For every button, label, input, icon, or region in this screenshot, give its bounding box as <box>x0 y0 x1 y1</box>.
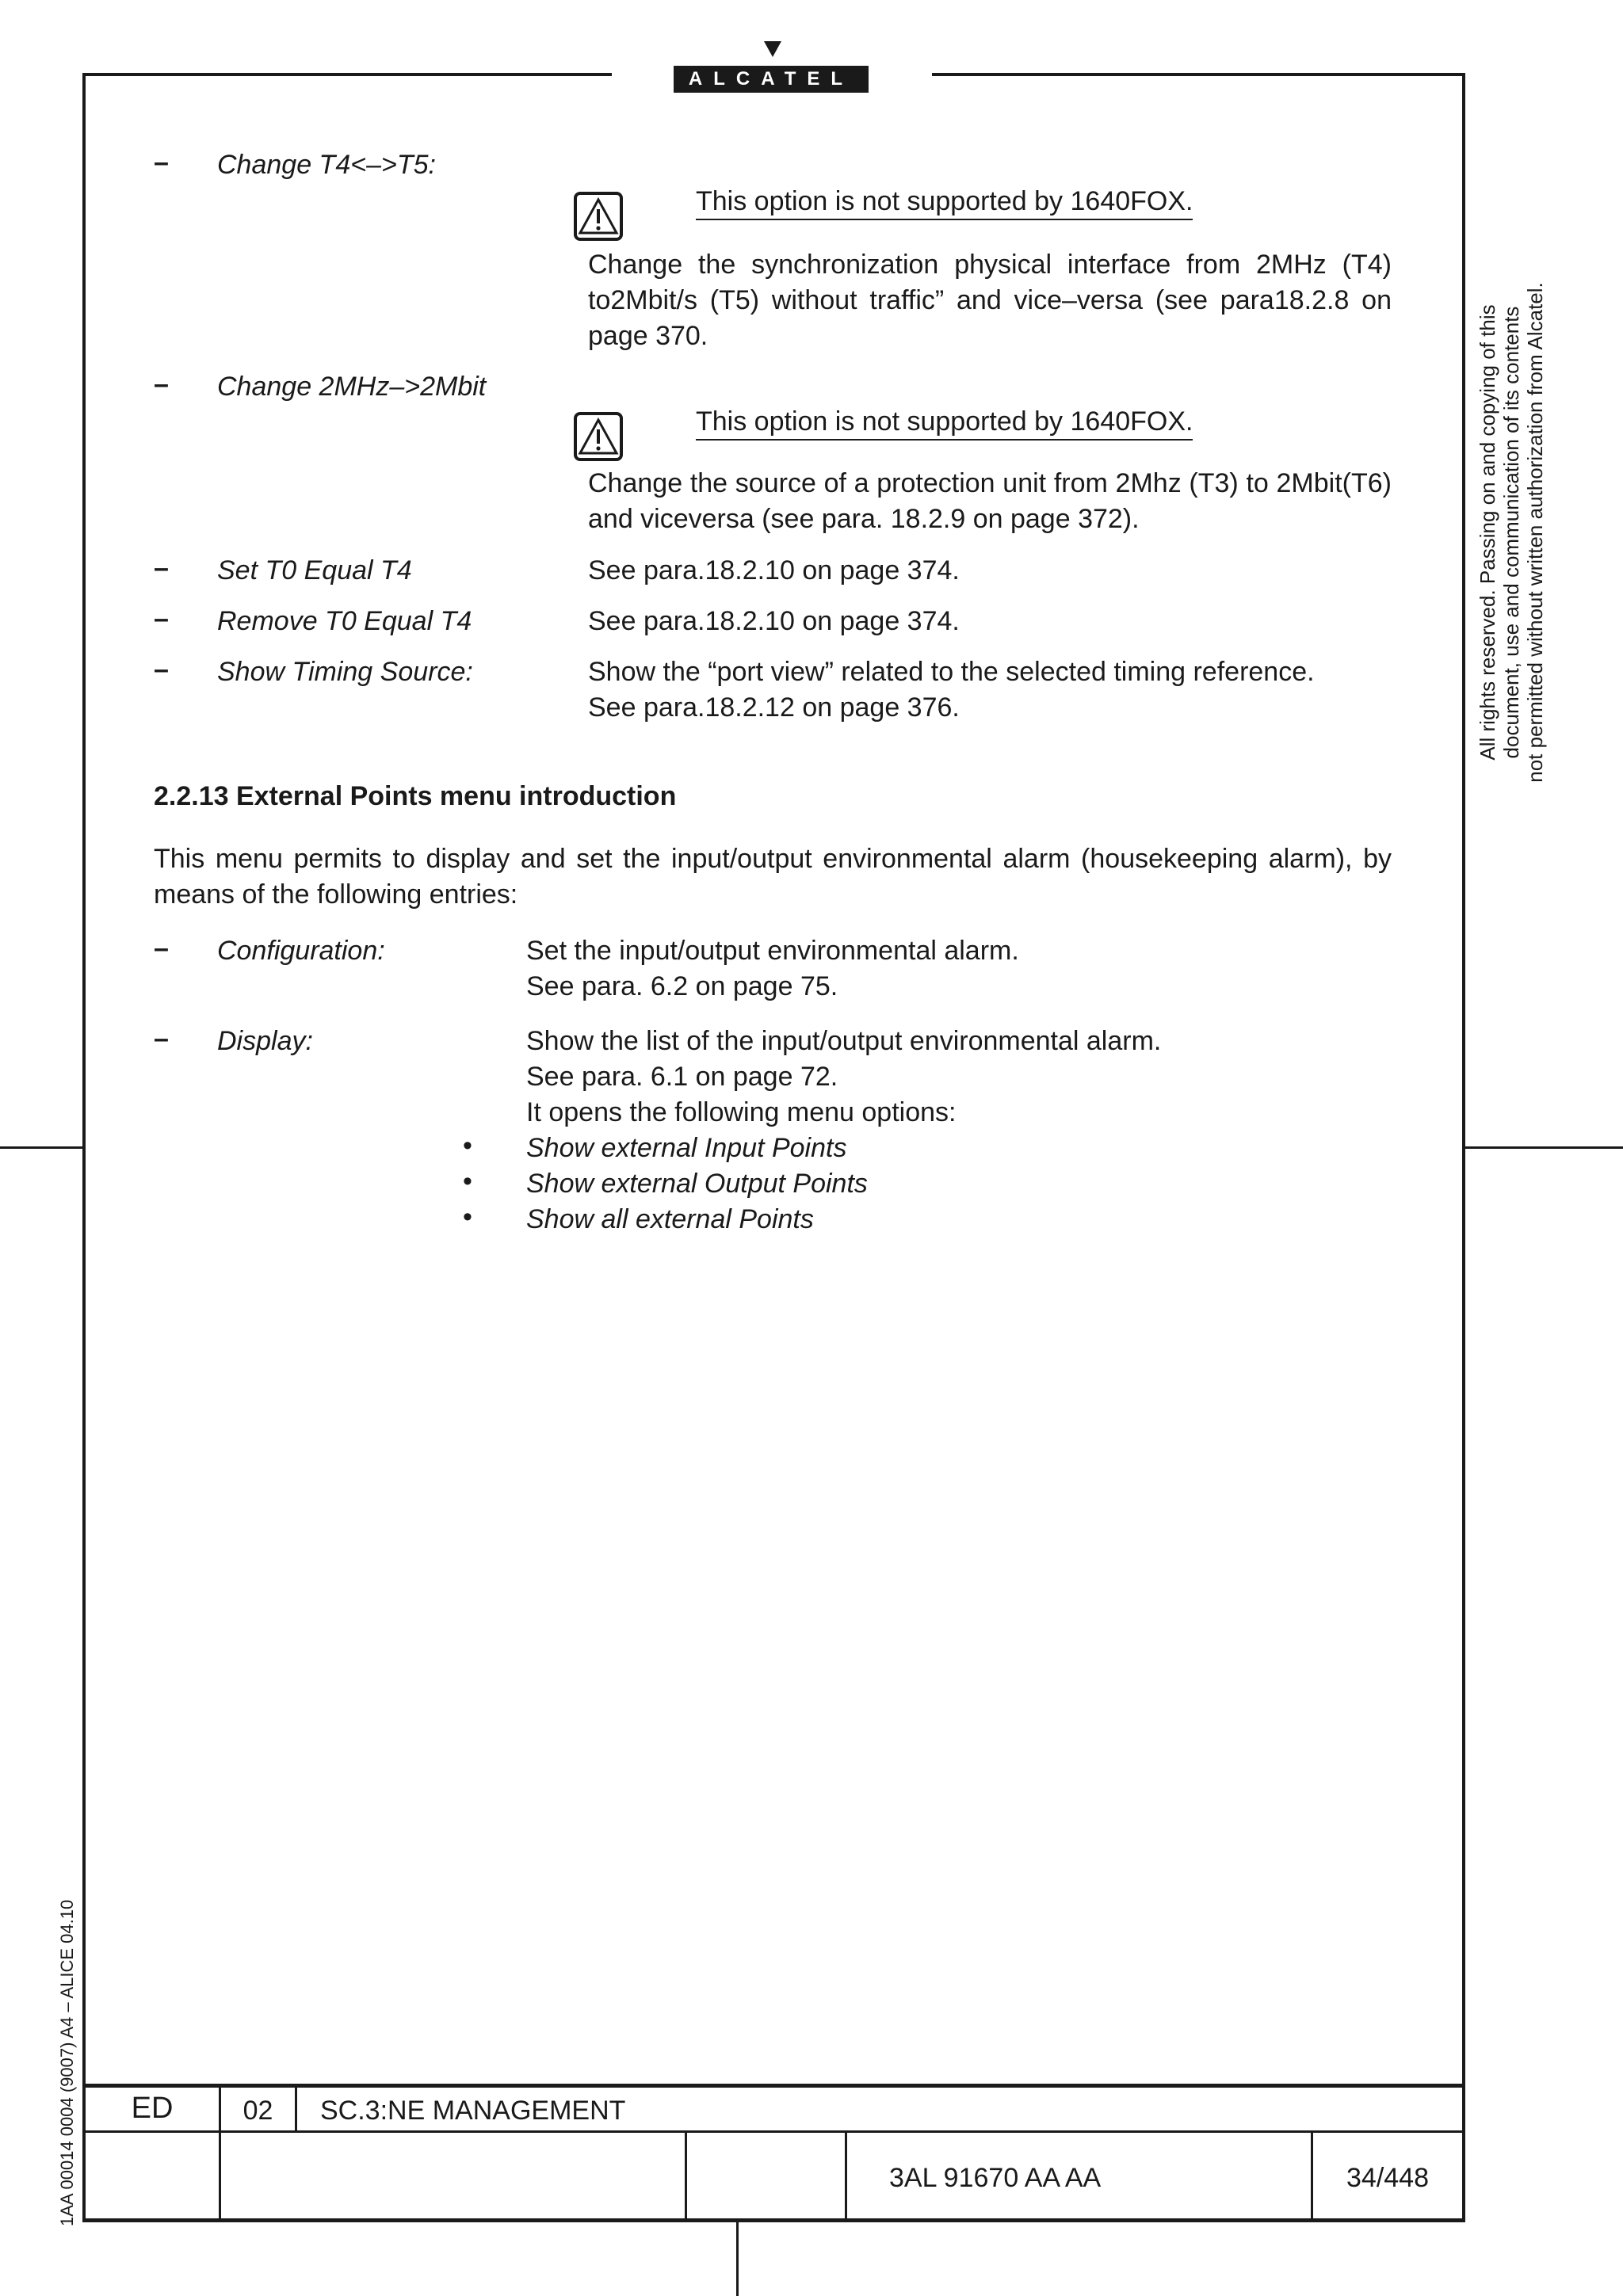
item-description: Change the source of a protection unit from 2Mhz (T3) to 2Mbit(T6) and viceversa (see para. 18.2.9 on page 372). <box>588 468 1392 534</box>
copyright-line-1: All rights reserved. Passing on and copying of this <box>1476 304 1499 761</box>
copyright-line-3: not permitted without written authorization from Alcatel. <box>1523 282 1547 783</box>
item-label-remove-t0: Remove T0 Equal T4 <box>217 606 472 636</box>
dash-marker: – <box>154 933 169 963</box>
entry-line: It opens the following menu options: <box>526 1097 957 1127</box>
item-label-change-2mhz-2mbit: Change 2MHz–>2Mbit <box>217 372 487 402</box>
dash-marker: – <box>154 654 169 685</box>
item-reference: See para.18.2.10 on page 374. <box>588 606 960 636</box>
bullet-item: Show external Output Points <box>526 1169 868 1199</box>
section-intro: This menu permits to display and set the input/output environmental alarm (housekeeping alarm), by means of the following entries: <box>154 844 1392 910</box>
item-label-set-t0: Set T0 Equal T4 <box>217 555 412 585</box>
section-heading: 2.2.13 External Points menu introduction <box>154 781 677 811</box>
item-label-change-t4-t5: Change T4<–>T5: <box>217 150 436 180</box>
footer-title: SC.3:NE MANAGEMENT <box>320 2096 626 2126</box>
frame-top-right <box>932 73 1465 76</box>
entry-line: Show the list of the input/output environmental alarm. <box>526 1026 1162 1056</box>
footer-top-border <box>82 2084 1465 2088</box>
item-reference: See para.18.2.12 on page 376. <box>588 692 960 723</box>
bullet-item: Show all external Points <box>526 1204 814 1234</box>
entry-line: Set the input/output environmental alarm. <box>526 936 1019 966</box>
item-label-show-timing: Show Timing Source: <box>217 657 473 687</box>
form-code: 1AA 00014 0004 (9007) A4 – ALICE 04.10 <box>57 1899 77 2226</box>
footer-ed-label: ED <box>131 2092 174 2125</box>
right-margin-mark <box>1464 1146 1623 1149</box>
dash-marker: – <box>154 553 169 583</box>
item-description: Show the “port view” related to the selected timing reference. <box>588 657 1315 687</box>
copyright-notice <box>1476 263 1547 802</box>
footer-page-number: 34/448 <box>1346 2163 1429 2193</box>
not-supported-note: This option is not supported by 1640FOX. <box>696 185 1193 220</box>
footer-divider <box>295 2084 297 2131</box>
entry-line: See para. 6.1 on page 72. <box>526 1062 838 1092</box>
copyright-line-2: document, use and communication of its contents <box>1499 306 1523 759</box>
footer-middle-border <box>82 2130 1465 2133</box>
left-margin-mark <box>0 1146 84 1149</box>
dash-marker: – <box>154 369 169 399</box>
footer-divider <box>845 2131 847 2222</box>
entry-label-configuration: Configuration: <box>217 936 385 966</box>
footer-bottom-border <box>82 2218 1465 2222</box>
bullet-item: Show external Input Points <box>526 1133 847 1163</box>
footer-ed-value: 02 <box>242 2096 273 2126</box>
bullet-marker: • <box>463 1131 472 1161</box>
not-supported-note: This option is not supported by 1640FOX. <box>696 406 1193 441</box>
footer-doc-code: 3AL 91670 AA AA <box>889 2163 1102 2193</box>
bullet-marker: • <box>463 1166 472 1196</box>
warning-icon <box>574 192 623 241</box>
dash-marker: – <box>154 604 169 634</box>
item-reference: See para.18.2.10 on page 374. <box>588 555 960 585</box>
bullet-marker: • <box>463 1202 472 1232</box>
bottom-center-mark <box>736 2222 739 2296</box>
logo-triangle-icon <box>764 41 781 57</box>
frame-top-left <box>84 73 612 76</box>
item-description: Change the synchronization physical interface from 2MHz (T4) to2Mbit/s (T5) without traffic” and vice–versa (see para18.2.8 on page 370. <box>588 250 1392 351</box>
entry-label-display: Display: <box>217 1026 313 1056</box>
warning-icon <box>574 412 623 461</box>
footer-divider <box>685 2131 687 2222</box>
alcatel-logo: ALCATEL <box>674 66 869 93</box>
dash-marker: – <box>154 147 169 177</box>
dash-marker: – <box>154 1024 169 1054</box>
entry-line: See para. 6.2 on page 75. <box>526 971 838 1001</box>
